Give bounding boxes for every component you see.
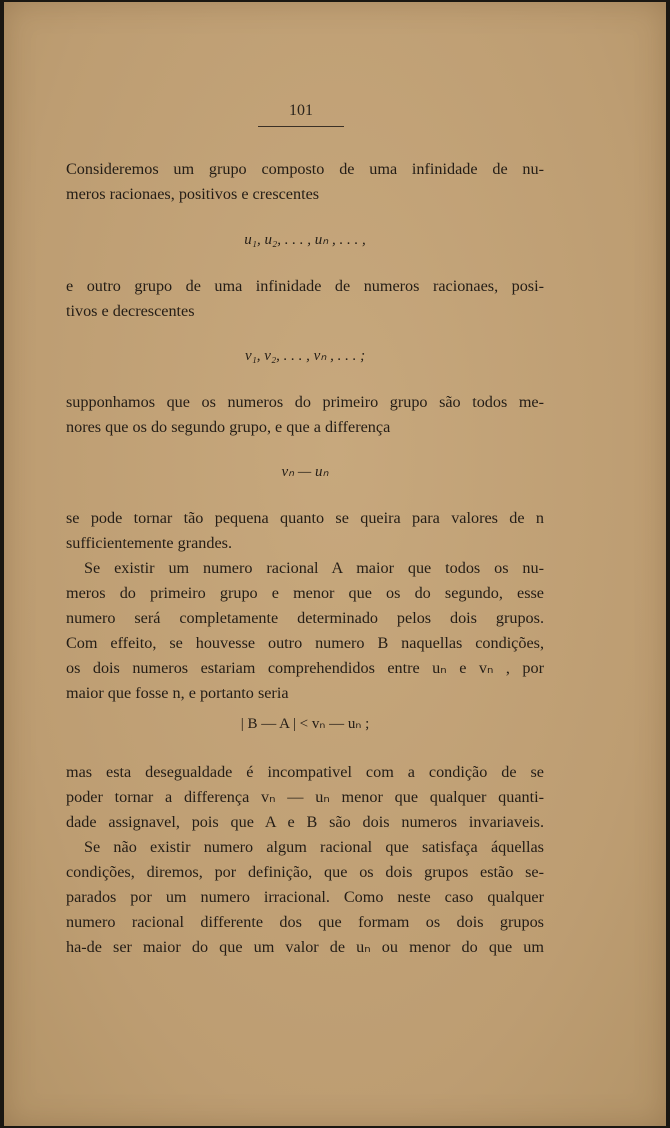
text-line: ha-de ser maior do que um valor de uₙ ou menor do que um — [66, 938, 544, 956]
text-line: condições, diremos, por definição, que os dois grupos estão se- — [66, 863, 544, 881]
formula-inequality: | B — A | < vₙ — uₙ ; — [240, 716, 370, 732]
text-line: nores que os do segundo grupo, e que a differença — [66, 418, 391, 436]
text-line: os dois numeros estariam comprehendidos entre uₙ e vₙ , por — [66, 659, 544, 677]
text-line: e outro grupo de uma infinidade de numeros racionaes, posi- — [66, 277, 544, 295]
paragraph-3 — [66, 390, 544, 440]
text-line: se pode tornar tão pequena quanto se queira para valores de n — [66, 509, 544, 527]
text-line: poder tornar a differença vₙ — uₙ menor que qualquer quanti- — [66, 788, 544, 806]
text-line: Se existir um numero racional A maior que todos os nu- — [84, 559, 544, 577]
page-number: 101 — [258, 102, 344, 127]
text-line: Consideremos um grupo composto de uma infinidade de nu- — [66, 160, 544, 178]
book-page — [4, 2, 666, 1126]
paragraph-4 — [66, 506, 544, 706]
paragraph-2 — [66, 274, 544, 324]
text-line: numero será completamente determinado pelos dois grupos. — [66, 609, 544, 627]
text-line: supponhamos que os numeros do primeiro grupo são todos me- — [66, 393, 544, 411]
text-line: tivos e decrescentes — [66, 302, 195, 320]
text-line: maior que fosse n, e portanto seria — [66, 684, 289, 702]
text-line: sufficientemente grandes. — [66, 534, 233, 552]
text-line: Se não existir numero algum racional que satisfaça áquellas — [84, 838, 544, 856]
formula-difference: vₙ — uₙ — [281, 464, 329, 480]
paragraph-1 — [66, 157, 544, 207]
paragraph-5 — [66, 760, 544, 960]
text-line: meros racionaes, positivos e crescentes — [66, 185, 320, 203]
formula-u-sequence: u₁, u₂, . . . , uₙ , . . . , — [244, 232, 366, 248]
text-line: Com effeito, se houvesse outro numero B naquellas condições, — [66, 634, 544, 652]
text-line: parados por um numero irracional. Como neste caso qualquer — [66, 888, 544, 906]
text-line: meros do primeiro grupo e menor que os do segundo, esse — [66, 584, 544, 602]
text-line: mas esta desegualdade é incompativel com a condição de se — [66, 763, 544, 781]
formula-v-sequence: v₁, v₂, . . . , vₙ , . . . ; — [244, 348, 366, 364]
text-line: numero racional differente dos que formam os dois grupos — [66, 913, 544, 931]
text-line: dade assignavel, pois que A e B são dois numeros invariaveis. — [66, 813, 544, 831]
